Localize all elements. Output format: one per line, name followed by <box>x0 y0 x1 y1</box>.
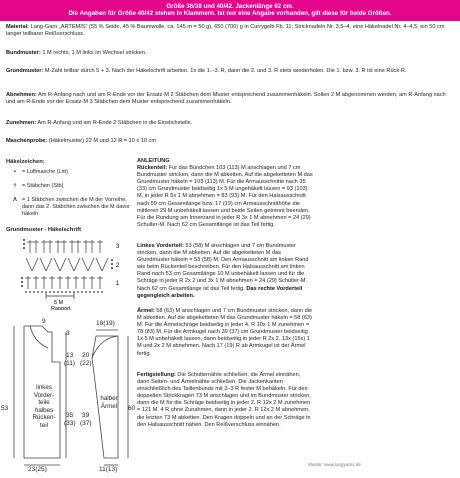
aermel-text: 58 (63) M anschlagen und 7 cm Bundmuster stricken, dann die M abketten. Auf die abgeketteten M das Grundmuster häkeln = 58 (63) M. Für die Ärmelschräge beidseitig in jeder 4. R 10x 1 M zunehmen = 78 (83) M. Für die Armkugel nach 39 (37) cm Grundmuster beidseitig 1x 5 M unbehäkelt lassen, dann beidseitig in jeder R 2x 2, 13x (15x) 1 M und 2x 2 M abnehmen. Nach 17 (19) R ab Armkugel ist der Ärmel fertig. <box>137 308 313 357</box>
aermel-label: Ärmel: <box>137 308 155 314</box>
left-piece-label-line: halbes <box>34 406 54 414</box>
linkes-label: Linkes Vorderteil: <box>137 243 184 249</box>
legend-item <box>8 169 130 176</box>
maschenprobe-paragraph <box>6 138 454 145</box>
measure-shoulder: 20 <box>82 352 90 359</box>
sleeve-label-line: halber <box>100 395 118 402</box>
legend-text: = 1 Stäbchen zwischen die M der Vorreihe, dann das 2. Stäbchen zwischen die M davor häkeln <box>22 197 130 217</box>
ruecken-text: Für das Bündchen 103 (113) M anschlagen und 7 cm Bundmuster stricken, dann die M abketten. Auf die abgeketteten M das Grundmuster häkeln = 103 (113) M. Für die Armausschnitte nach 35 (33) cm Grundmuster beidseitig 1x 5 M ungehäkelt lassen = 93 (103) M, in jeder R 5x 1 M abnehmen = 83 (93) M. Für den Halsausschnitt nach 59 cm Gesamtlänge bzw. 17 (19) cm Armausschnitthöhe die mittleren 29 M unbehäkelt lassen und beide Seiten getrennt beenden. Für die Rundung am Innenrand in jeder R 3x 1 M abnehmen = 24 (29) Schulter-M. Nach 62 cm Gesamtlänge ist das Teil fertig. <box>137 165 313 228</box>
left-piece-label <box>29 384 59 429</box>
bundmuster-text: 1 M rechts, 1 M links im Wechsel stricken. <box>42 50 147 56</box>
grundmuster-paragraph <box>6 68 454 75</box>
fertig-text: Die Schulternähte schließen, die Ärmel einnähen, dann Seiten- und Ärmelnähte schließen. Die Jackenkanten einschließlich des Taillenbunds mit 2–3 R fester M behäkeln. Für den doppelten Strickkragen 73 M anschlagen und im Bundmuster stricken, dann die M für die Schräge beidseitig in jeder 2. R 12x 2 M zunehmen = 121 M. 4 R ohne Zunahmen, dann in jeder 2. R 12x 2 M abnehmen, die letzten 73 M abketten. Den Kragen doppeln und an der Schräge in den Halsausschnitt nähen. Den Reißverschluss einnähen. <box>137 372 311 428</box>
anleitung-title: ANLEITUNG <box>137 158 170 164</box>
ruecken-paragraph <box>137 165 314 229</box>
legend-text: = Luftmasche (Lm) <box>22 169 69 175</box>
measure-neck-depth: 3 <box>66 330 70 337</box>
header-line-2: Die Angaben für Größe 40/42 stehen in Klammern. Ist nur eine Angabe vorhanden, gilt diese für beide Größen. <box>68 9 392 17</box>
material-label: Material: <box>6 24 30 30</box>
zunehmen-text: Am R-Anfang und am R-Ende 2 Stäbchen in die Einstichstelle. <box>37 120 193 126</box>
legend-item <box>8 197 130 218</box>
zunehmen-label: Zunehmen: <box>6 120 37 126</box>
grundmuster-label: Grundmuster: <box>6 68 44 74</box>
maschenprobe-text: (Häkelmuster) 22 M und 12 R = 10 x 10 cm <box>48 138 157 144</box>
crochet-chart <box>6 234 134 310</box>
measure-lower-33: (33) <box>64 420 76 427</box>
zunehmen-paragraph <box>6 120 454 127</box>
header-banner <box>0 0 460 21</box>
chain-stitch-icon: • <box>14 169 16 175</box>
row-number: 1 <box>116 281 120 287</box>
measure-lower-35: 35 <box>66 412 74 419</box>
rechtes-text: Das rechte Vorderteil gegengleich arbeiten. <box>137 285 303 299</box>
legend-title: Häkelzeichen: <box>6 159 45 165</box>
watermark: Muster: www.langyarns.de <box>308 462 361 467</box>
legend-item <box>8 183 130 190</box>
bundmuster-paragraph <box>6 50 454 57</box>
rapport-label: Rapport <box>51 306 71 310</box>
left-piece-label-line: Vorder- <box>33 391 55 399</box>
ruecken-label: Rückenteil: <box>137 165 168 172</box>
chart-title: Grundmuster - Häkelschrift <box>6 227 82 233</box>
anleitung-section <box>137 158 314 229</box>
measure-lower-39: 39 <box>82 412 90 419</box>
fertig-label: Fertigstellung: <box>137 372 176 378</box>
fertig-section <box>137 372 314 429</box>
linkes-text: 53 (58) M anschlagen und 7 cm Bundmuster stricken, dann die M abketten. Auf die abgeketteten M das Grundmuster häkeln = 53 (58) M. Den Armausschnitt am linken Rand wie beim Rückenteil beschreiben. Für den Halsausschnitt am linken Rand nach 53 cm Gesamtlänge 10 M unbehäkelt lassen und für die Schräge in jeder R 2x 2 und 3x 1 M abnehmen = 24 (29) Schulter-M. Nach 62 cm Gesamtlänge ist das Teil fertig. <box>137 243 309 292</box>
abnehmen-text: Am R-Anfang nach und am R-Ende vor der Ersatz-M 2 Stäbchen dem Muster entsprechend zusammenhäkeln. Sollen 2 M abgenommen werden, am R-Anfang nach und am R-Ende vor der Ersatz-M 3 Stäbchen dem Muster entsprechend zusammenhäkeln. <box>6 92 446 106</box>
measure-sleeve-height: 60 <box>128 405 136 412</box>
left-piece-label-line: teile <box>38 399 50 406</box>
measure-bottom-width: 23(25) <box>28 466 47 473</box>
measure-sleeve-bottom: 11(13) <box>99 466 118 473</box>
crossed-stitch-icon: Λ <box>13 197 17 203</box>
row-number: 2 <box>116 263 120 269</box>
measure-body-height: 53 <box>1 405 9 412</box>
measure-sleeve-top: 18(19) <box>96 320 115 327</box>
grundmuster-text: M-Zahl teilbar durch 5 + 3. Nach der Häkelschrift arbeiten. 1x die 1.–3. R, dann die 2. und 3. R stets wiederholen. Die 1. bzw. 3. R ist eine Rück-R. <box>44 68 407 74</box>
linkes-section <box>137 243 314 300</box>
abnehmen-paragraph <box>6 92 454 106</box>
row-number: 3 <box>116 244 120 250</box>
material-paragraph <box>6 24 454 38</box>
legend-text: = Stäbchen (Stb) <box>22 183 64 189</box>
material-text: Lang-Garn „ARTEMIS" (55 % Seide, 45 % Baumwolle, ca. 145 m = 50 g), 650 (700) g in Currygelb Fb. 11; Stricknadeln Nr. 3,5–4, eine Häkelnadel Nr. 4–4,5, ein 50 cm langer teilbarer Reißverschluss. <box>6 24 445 38</box>
sleeve-label <box>98 395 120 410</box>
left-piece-label-line: Rücken- <box>32 414 56 421</box>
measure-armhole: 13 <box>66 352 74 359</box>
header-line-1: Größe 36/38 und 40/42. Jackenlänge 62 cm. <box>166 2 294 10</box>
bundmuster-label: Bundmuster: <box>6 50 41 56</box>
left-piece-label-line: teil <box>40 421 48 429</box>
measure-armhole-alt: (11) <box>64 360 76 367</box>
rapport-count: 5 M <box>54 300 64 306</box>
measure-shoulder-alt: (22) <box>80 360 92 367</box>
measure-top-width: 9 <box>42 318 46 325</box>
maschenprobe-label: Maschenprobe: <box>6 138 48 144</box>
measure-lower-37: (37) <box>80 420 92 427</box>
sleeve-label-line: Ärmel <box>100 402 118 410</box>
left-piece-label-line: linkes <box>36 384 52 391</box>
double-crochet-icon: † <box>13 183 17 189</box>
aermel-section <box>137 308 314 358</box>
abnehmen-label: Abnehmen: <box>6 92 37 98</box>
